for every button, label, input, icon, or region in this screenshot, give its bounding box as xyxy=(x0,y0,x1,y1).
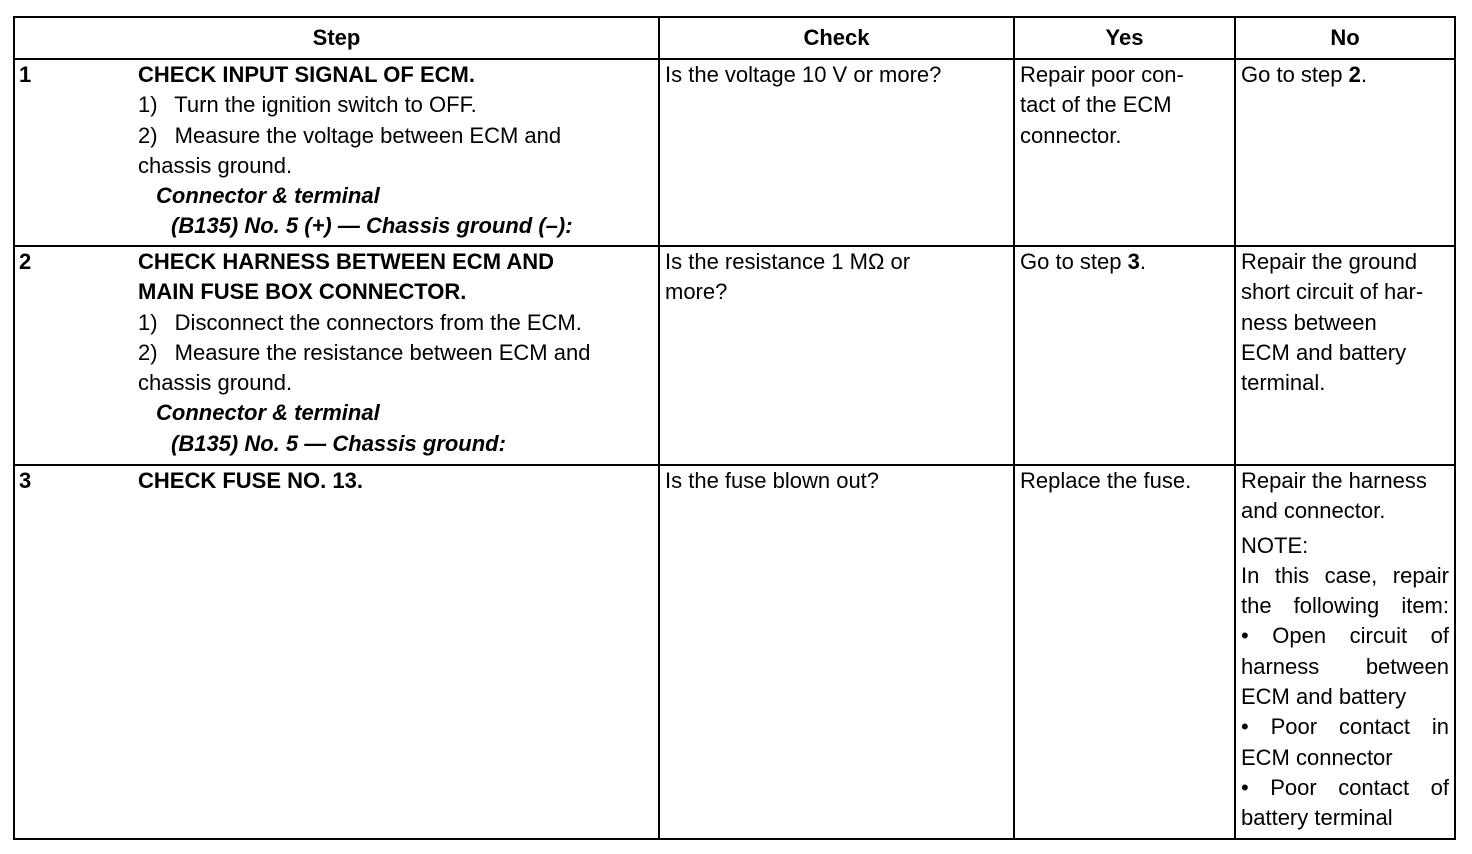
no-cell xyxy=(1235,246,1455,465)
step-instruction: chassis ground. xyxy=(138,152,293,178)
step-title: CHECK HARNESS BETWEEN ECM AND xyxy=(138,249,554,274)
step-instruction: chassis ground. xyxy=(138,370,293,396)
step-instruction: 2) Measure the voltage between ECM and xyxy=(138,122,562,148)
note-label: NOTE: xyxy=(1241,532,1309,558)
no-cell xyxy=(1235,59,1455,246)
step-instruction: 2) Measure the resistance between ECM and xyxy=(138,339,591,365)
yes-text-prefix: Go to step xyxy=(1020,249,1128,274)
connector-label: Connector & terminal xyxy=(156,400,380,426)
check-text: Is the resistance 1 MΩ or xyxy=(665,249,911,274)
step-number: 1 xyxy=(19,62,32,87)
check-cell xyxy=(659,465,1014,839)
no-cell xyxy=(1235,465,1455,839)
note-list-item: battery terminal xyxy=(1241,805,1393,831)
check-text: Is the fuse blown out? xyxy=(665,468,880,493)
connector-label: Connector & terminal xyxy=(156,183,380,209)
no-text xyxy=(1241,60,1449,90)
header-yes: Yes xyxy=(1014,17,1235,59)
step-instruction: 1) Turn the ignition switch to OFF. xyxy=(138,92,477,118)
step-cell xyxy=(14,246,659,465)
terminal-spec: (B135) No. 5 — Chassis ground: xyxy=(171,430,506,456)
note-list-item: ECM and battery xyxy=(1241,684,1407,710)
yes-text: tact of the ECM xyxy=(1020,92,1172,118)
step-number: 2 xyxy=(19,249,32,274)
table-row xyxy=(14,465,1455,839)
step-title: MAIN FUSE BOX CONNECTOR. xyxy=(138,279,467,305)
header-row xyxy=(14,17,1455,59)
header-check: Check xyxy=(659,17,1014,59)
yes-text-suffix: . xyxy=(1139,249,1146,274)
note-list-item: • Poor contact of xyxy=(1241,774,1449,800)
check-cell xyxy=(659,246,1014,465)
check-text: more? xyxy=(665,279,728,305)
diagnostic-table xyxy=(13,16,1456,840)
no-text: and connector. xyxy=(1241,498,1386,524)
yes-text: connector. xyxy=(1020,122,1122,148)
note-list-item: harness between xyxy=(1241,653,1449,679)
step-title: CHECK INPUT SIGNAL OF ECM. xyxy=(138,62,475,87)
check-text: Is the voltage 10 V or more? xyxy=(665,62,942,87)
note-list-item: ECM connector xyxy=(1241,744,1393,770)
yes-text: Repair poor con- xyxy=(1020,62,1184,87)
yes-cell xyxy=(1014,465,1235,839)
note-list-item: • Open circuit of xyxy=(1241,623,1449,649)
yes-cell xyxy=(1014,59,1235,246)
yes-text xyxy=(1020,247,1229,277)
no-text: ness between xyxy=(1241,309,1377,335)
step-instruction: 1) Disconnect the connectors from the ECM. xyxy=(138,309,582,335)
goto-step-number: 3 xyxy=(1127,249,1140,274)
no-text: ECM and battery xyxy=(1241,339,1407,365)
step-number: 3 xyxy=(19,468,32,493)
terminal-spec: (B135) No. 5 (+) — Chassis ground (–): xyxy=(171,213,573,239)
step-title: CHECK FUSE NO. 13. xyxy=(138,468,363,493)
yes-text: Replace the fuse. xyxy=(1020,468,1192,493)
header-step: Step xyxy=(14,17,659,59)
note-list-item: • Poor contact in xyxy=(1241,714,1449,740)
note-text: In this case, repair xyxy=(1241,562,1449,588)
goto-step-number: 2 xyxy=(1348,62,1361,87)
table-row xyxy=(14,59,1455,246)
no-text: terminal. xyxy=(1241,370,1326,396)
no-text-suffix: . xyxy=(1360,62,1367,87)
no-text: Repair the harness xyxy=(1241,468,1427,493)
no-text: Repair the ground xyxy=(1241,249,1418,274)
step-cell xyxy=(14,465,659,839)
no-text: short circuit of har- xyxy=(1241,279,1424,305)
yes-cell xyxy=(1014,246,1235,465)
header-no: No xyxy=(1235,17,1455,59)
no-text-prefix: Go to step xyxy=(1241,62,1349,87)
check-cell xyxy=(659,59,1014,246)
table-row xyxy=(14,246,1455,465)
step-cell xyxy=(14,59,659,246)
note-text: the following item: xyxy=(1241,593,1449,619)
